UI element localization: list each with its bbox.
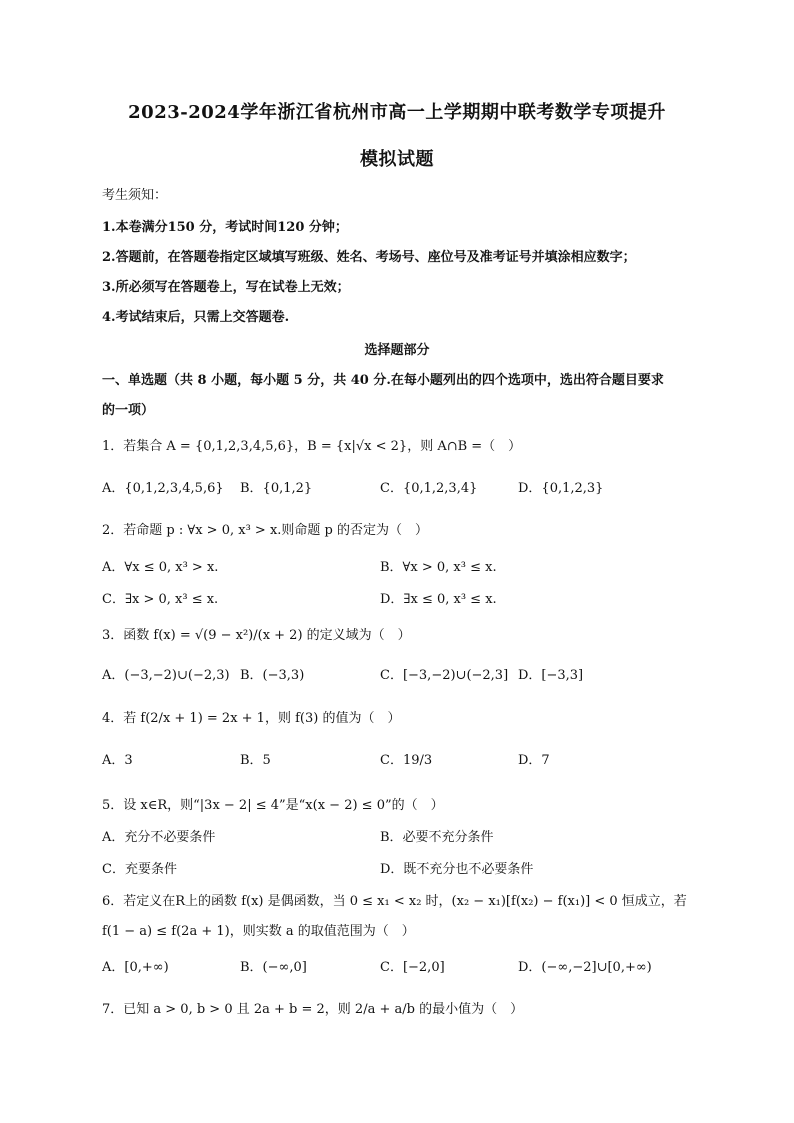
q6-option-a: A．[0,+∞) — [102, 960, 169, 975]
q1-option-d: D．{0,1,2,3} — [518, 481, 604, 496]
exam-title: 2023-2024学年浙江省杭州市高一上学期期中联考数学专项提升 — [128, 102, 666, 123]
question-6-stem: 6．若定义在R上的函数 f(x) 是偶函数，当 0 ≤ x₁ < x₂ 时，(x₂ − x₁)[f(x₂) − f(x₁)] < 0 恒成立，若 — [102, 894, 687, 909]
q6-option-c: C．[−2,0] — [380, 960, 445, 975]
notice-item: 4.考试结束后，只需上交答题卷. — [102, 310, 290, 325]
question-6-stem-cont: f(1 − a) ≤ f(2a + 1)，则实数 a 的取值范围为（ ） — [102, 924, 415, 939]
q6-option-d: D．(−∞,−2]∪[0,+∞) — [518, 960, 652, 975]
notice-item: 2.答题前，在答题卷指定区域填写班级、姓名、考场号、座位号及准考证号并填涂相应数字； — [102, 250, 636, 265]
question-3-stem: 3．函数 f(x) = √(9 − x²)/(x + 2) 的定义域为（ ） — [102, 628, 411, 643]
notice-item: 3.所必须写在答题卷上，写在试卷上无效； — [102, 280, 350, 295]
question-7-stem: 7．已知 a > 0, b > 0 且 2a + b = 2，则 2/a + a/b 的最小值为（ ） — [102, 1002, 524, 1017]
q3-option-b: B．(−3,3) — [240, 668, 305, 683]
q6-option-b: B．(−∞,0] — [240, 960, 307, 975]
q2-option-b: B．∀x > 0, x³ ≤ x. — [380, 560, 497, 575]
q2-option-a: A．∀x ≤ 0, x³ > x. — [102, 560, 219, 575]
q1-option-c: C．{0,1,2,3,4} — [380, 481, 478, 496]
q4-option-c: C．19/3 — [380, 753, 433, 768]
q4-option-d: D．7 — [518, 753, 550, 768]
q2-option-c: C．∃x > 0, x³ ≤ x. — [102, 592, 219, 607]
q2-option-d: D．∃x ≤ 0, x³ ≤ x. — [380, 592, 497, 607]
exam-subtitle: 模拟试题 — [360, 149, 434, 170]
question-5-stem: 5．设 x∈R，则“|3x − 2| ≤ 4”是“x(x − 2) ≤ 0”的（ ） — [102, 798, 444, 813]
section-intro-cont: 的一项） — [102, 403, 155, 418]
question-1-stem: 1．若集合 A = {0,1,2,3,4,5,6}，B = {x|√x < 2}，则 A∩B =（ ） — [102, 439, 522, 454]
q5-option-c: C．充要条件 — [102, 862, 177, 877]
q5-option-b: B．必要不充分条件 — [380, 830, 494, 845]
q3-option-a: A．(−3,−2)∪(−2,3) — [102, 668, 230, 683]
notice-heading: 考生须知： — [102, 188, 168, 203]
q3-option-c: C．[−3,−2)∪(−2,3] — [380, 668, 509, 683]
q5-option-d: D．既不充分也不必要条件 — [380, 862, 534, 877]
q4-option-a: A．3 — [102, 753, 133, 768]
section-heading: 选择题部分 — [364, 343, 430, 358]
q3-option-d: D．[−3,3] — [518, 668, 584, 683]
question-2-stem: 2．若命题 p : ∀x > 0, x³ > x.则命题 p 的否定为（ ） — [102, 523, 428, 538]
q5-option-a: A．充分不必要条件 — [102, 830, 216, 845]
q1-option-b: B．{0,1,2} — [240, 481, 313, 496]
notice-item: 1.本卷满分150 分，考试时间120 分钟； — [102, 220, 348, 235]
q1-option-a: A．{0,1,2,3,4,5,6} — [102, 481, 224, 496]
q4-option-b: B．5 — [240, 753, 271, 768]
question-4-stem: 4．若 f(2/x + 1) = 2x + 1，则 f(3) 的值为（ ） — [102, 711, 401, 726]
section-intro: 一、单选题（共 8 小题，每小题 5 分，共 40 分.在每小题列出的四个选项中，选出符合题目要求 — [102, 373, 664, 388]
